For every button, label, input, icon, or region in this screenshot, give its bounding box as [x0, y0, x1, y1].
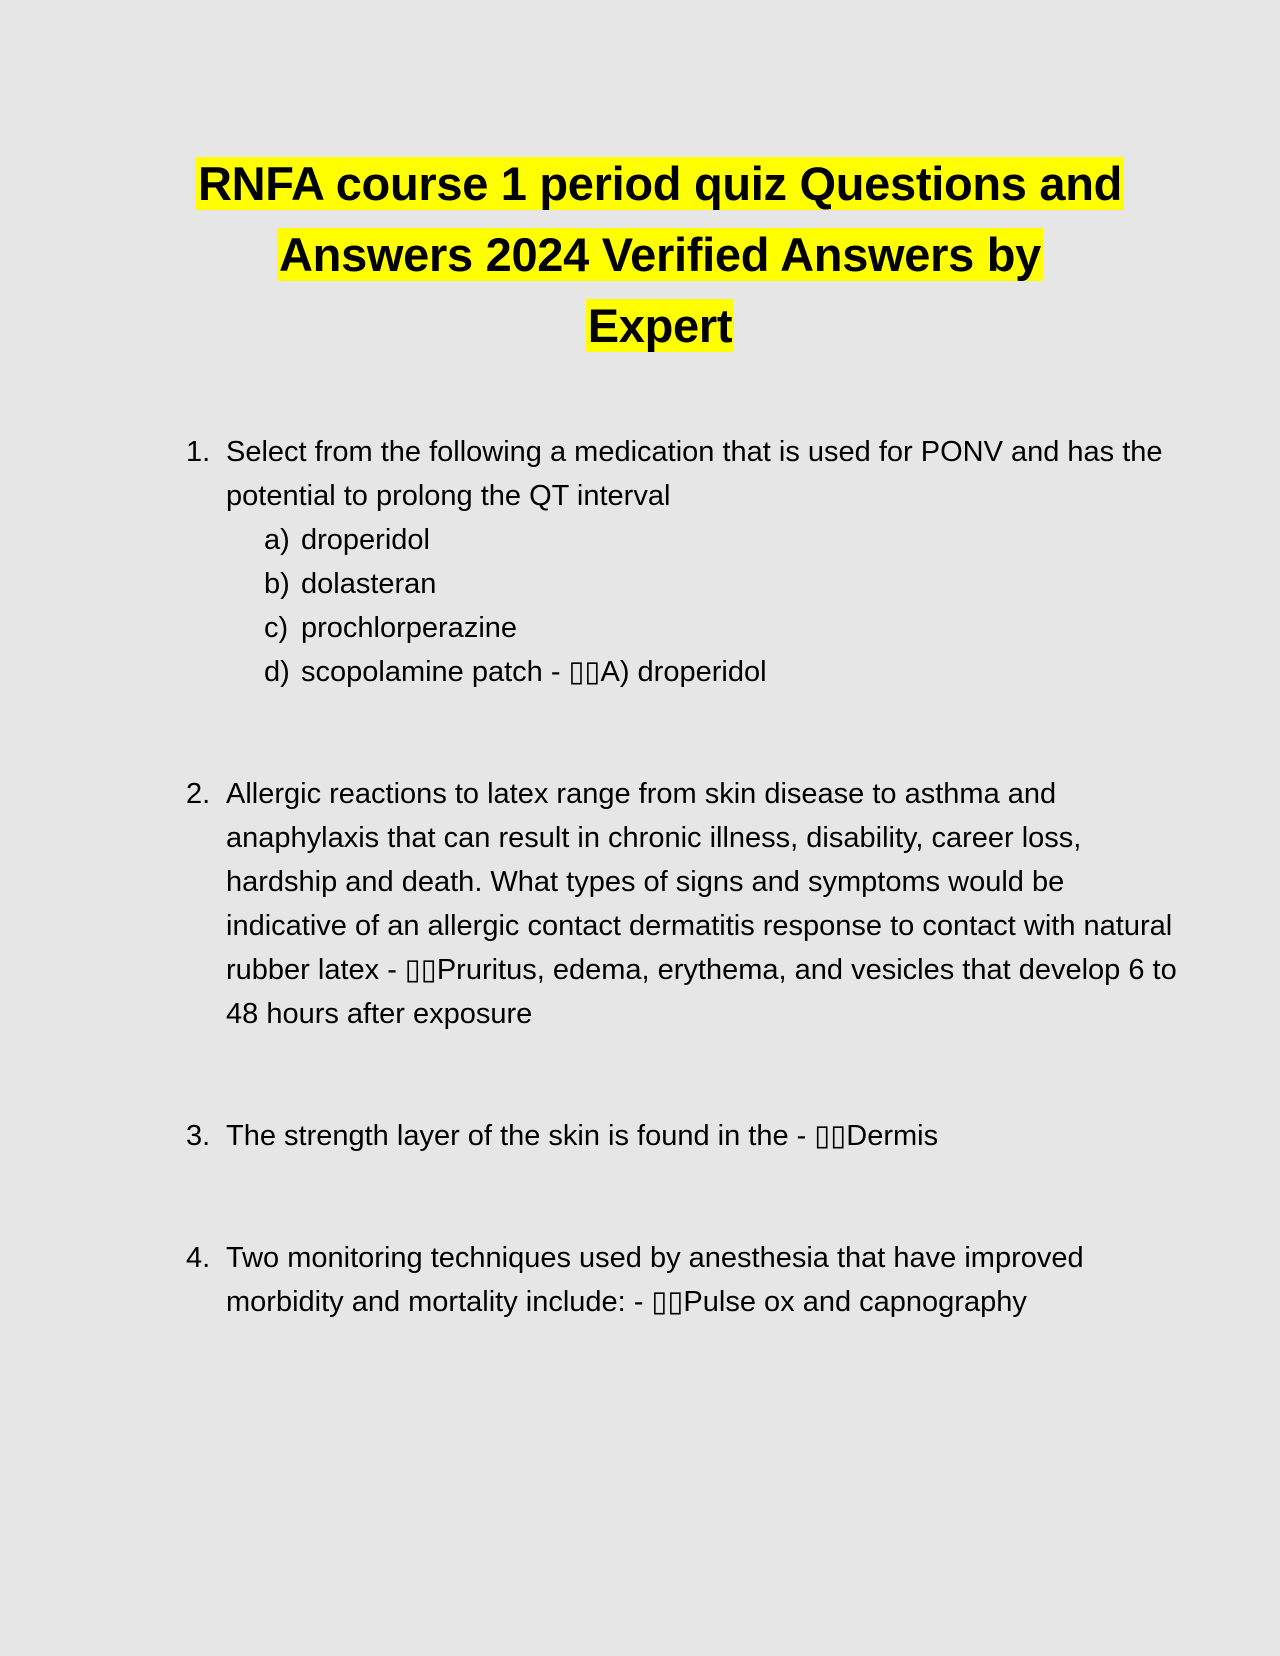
- question-number: 3.: [186, 1120, 211, 1152]
- option-letter: a): [264, 524, 290, 556]
- option-letter: c): [264, 612, 289, 644]
- answer-option-b: [226, 562, 1186, 606]
- question-number: 1.: [186, 436, 211, 468]
- option-letter: d): [264, 656, 290, 688]
- question-text: The strength layer of the skin is found in the - ▯▯Dermis: [226, 1120, 939, 1152]
- title-line: [160, 148, 1160, 219]
- document-title: [160, 148, 1160, 361]
- question-2: [186, 772, 1186, 1036]
- question-number: 4.: [186, 1242, 211, 1274]
- option-text: prochlorperazine: [301, 612, 518, 644]
- answer-option-d: [226, 650, 1186, 694]
- answer-options: [226, 518, 1186, 694]
- title-line-2: Answers 2024 Verified Answers by: [279, 228, 1041, 281]
- question-text: Allergic reactions to latex range from skin disease to asthma and anaphylaxis that can result in chronic illness, disability, career loss, hardship and death. What types of signs and symptoms would be indicative of an allergic contact dermatitis response to contact with natural rubber latex - ▯▯Pruritus, edema, erythema, and vesicles that develop 6 to 48 hours after exposure: [226, 778, 1177, 1030]
- option-text: dolasteran: [301, 568, 437, 600]
- option-letter: b): [264, 568, 290, 600]
- option-text: droperidol: [301, 524, 430, 556]
- question-number: 2.: [186, 778, 211, 810]
- title-line: [160, 290, 1160, 361]
- question-4: [186, 1236, 1186, 1324]
- title-line: [160, 219, 1160, 290]
- question-text: Two monitoring techniques used by anesthesia that have improved morbidity and mortality include: - ▯▯Pulse ox and capnography: [226, 1242, 1084, 1318]
- answer-option-c: [226, 606, 1186, 650]
- title-line-3: Expert: [587, 299, 733, 352]
- title-line-1: RNFA course 1 period quiz Questions and: [197, 157, 1123, 210]
- question-3: [186, 1114, 1186, 1158]
- question-text: Select from the following a medication that is used for PONV and has the potential to prolong the QT interval: [226, 436, 1163, 512]
- option-text: scopolamine patch - ▯▯A) droperidol: [301, 656, 767, 688]
- answer-option-a: [226, 518, 1186, 562]
- question-1: [186, 430, 1186, 694]
